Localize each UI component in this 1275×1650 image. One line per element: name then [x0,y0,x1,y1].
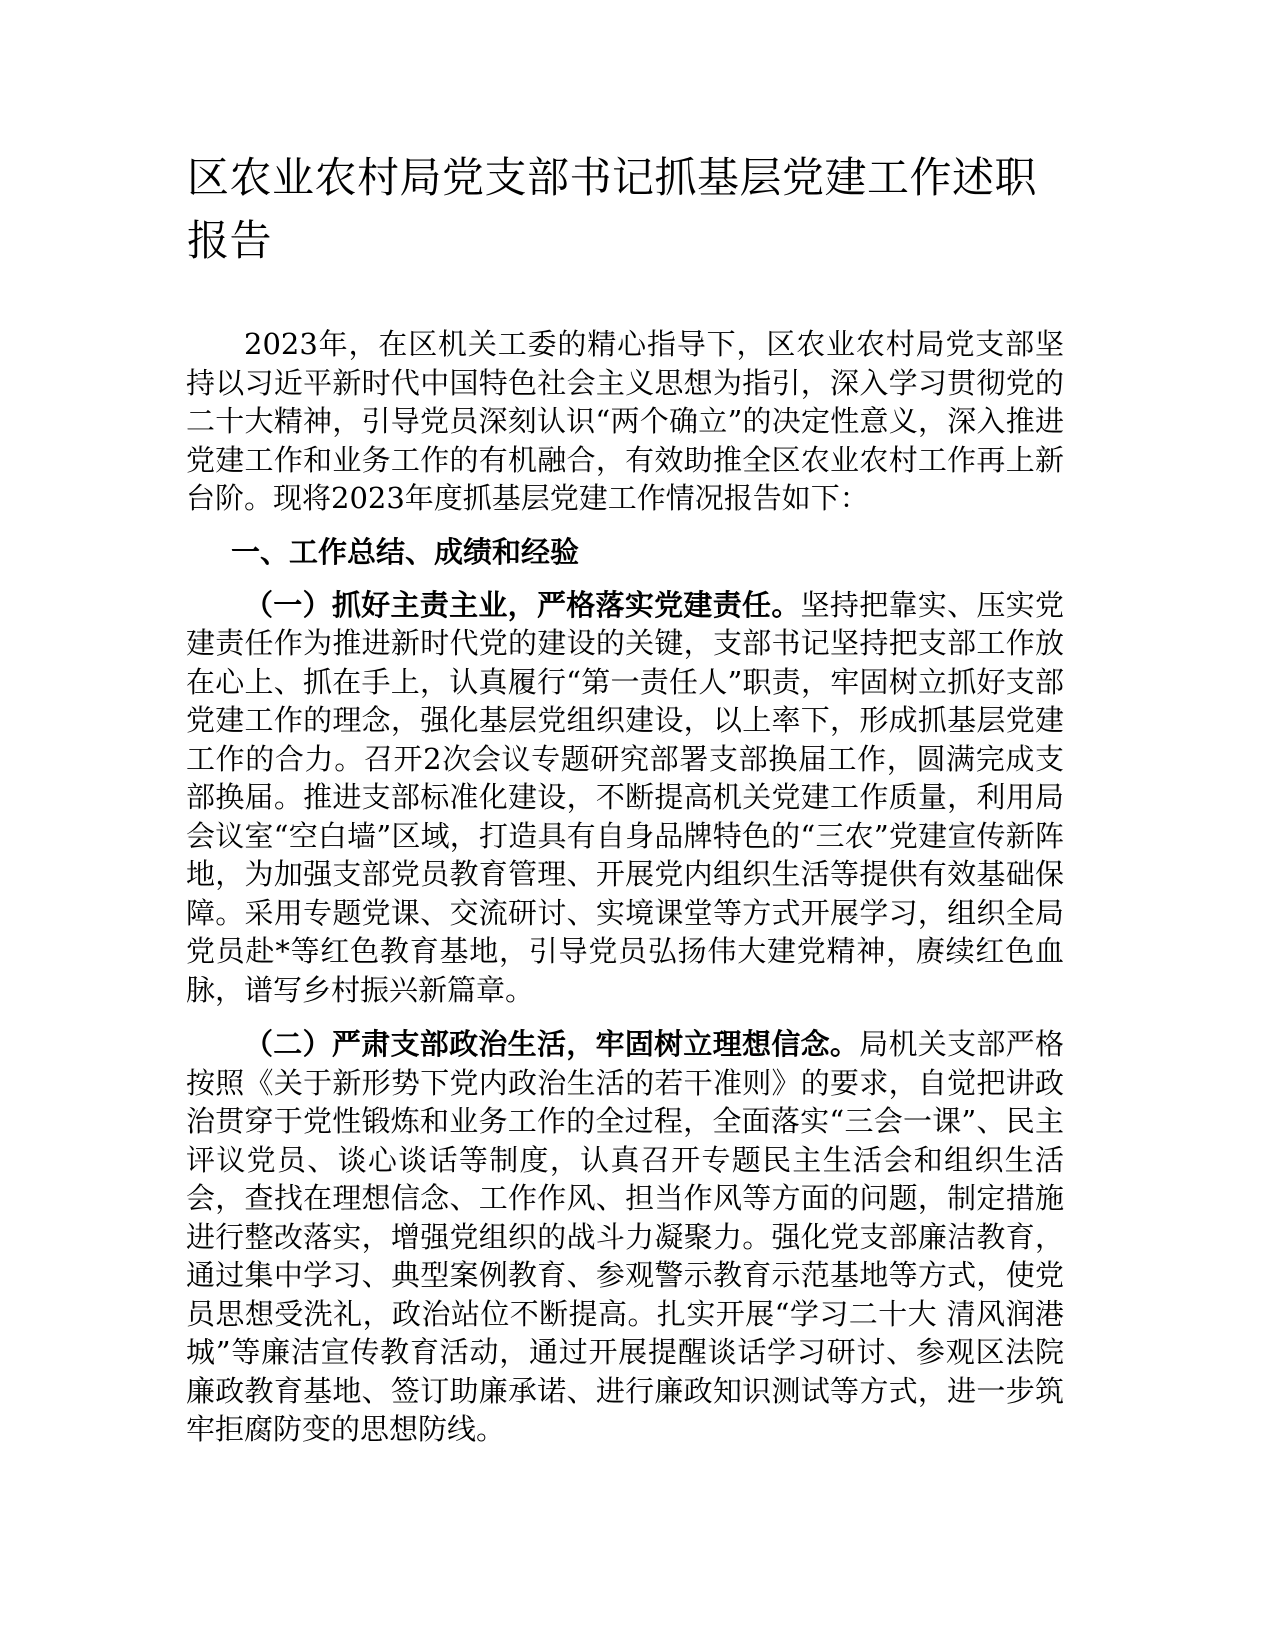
section-item-1 [186,586,1064,1010]
section-item-2-lead: （二）严肃支部政治生活，牢固树立理想信念。 [244,1027,860,1061]
section-item-1-text: 坚持把靠实、压实党建责任作为推进新时代党的建设的关键，支部书记坚持把支部工作放在心上、抓在手上，认真履行“第一责任人”职责，牢固树立抓好支部党建工作的理念，强化基层党组织建设，以上率下，形成抓基层党建工作的合力。召开2次会议专题研究部署支部换届工作，圆满完成支部换届。推进支部标准化建设，不断提高机关党建工作质量，利用局会议室“空白墙”区域，打造具有自身品牌特色的“三农”党建宣传新阵地，为加强支部党员教育管理、开展党内组织生活等提供有效基础保障。采用专题党课、交流研讨、实境课堂等方式开展学习，组织全局党员赴*等红色教育基地，引导党员弘扬伟大建党精神，赓续红色血脉，谱写乡村振兴新篇章。 [186,587,1064,1007]
section-item-1-lead: （一）抓好主责主业，严格落实党建责任。 [244,587,801,622]
section-item-2 [186,1025,1064,1449]
document-title: 区农业农村局党支部书记抓基层党建工作述职报告 [187,153,1038,265]
section-item-2-text: 局机关支部严格按照《关于新形势下党内政治生活的若干准则》的要求，自觉把讲政治贯穿于党性锻炼和业务工作的全过程，全面落实“三会一课”、民主评议党员、谈心谈话等制度，认真召开专题民主生活会和组织生活会，查找在理想信念、工作作风、担当作风等方面的问题，制定措施进行整改落实，增强党组织的战斗力凝聚力。强化党支部廉洁教育，通过集中学习、典型案例教育、参观警示教育示范基地等方式，使党员思想受洗礼，政治站位不断提高。扎实开展“学习二十大 清风润港城”等廉洁宣传教育活动，通过开展提醒谈话学习研讨、参观区法院廉政教育基地、签订助廉承诺、进行廉政知识测试等方式，进一步筑牢拒腐防变的思想防线。 [186,1027,1064,1446]
document-body [186,325,1064,1449]
section-heading: 一、工作总结、成绩和经验 [231,534,580,569]
spacer [186,518,1064,532]
intro-paragraph: 2023年，在区机关工委的精心指导下，区农业农村局党支部坚持以习近平新时代中国特色社会主义思想为指引，深入学习贯彻党的二十大精神，引导党员深刻认识“两个确立”的决定性意义，深入推进党建工作和业务工作的有机融合，有效助推全区农业农村工作再上新台阶。现将2023年度抓基层党建工作情况报告如下： [186,327,1064,515]
spacer [186,572,1064,586]
spacer [186,1009,1064,1025]
